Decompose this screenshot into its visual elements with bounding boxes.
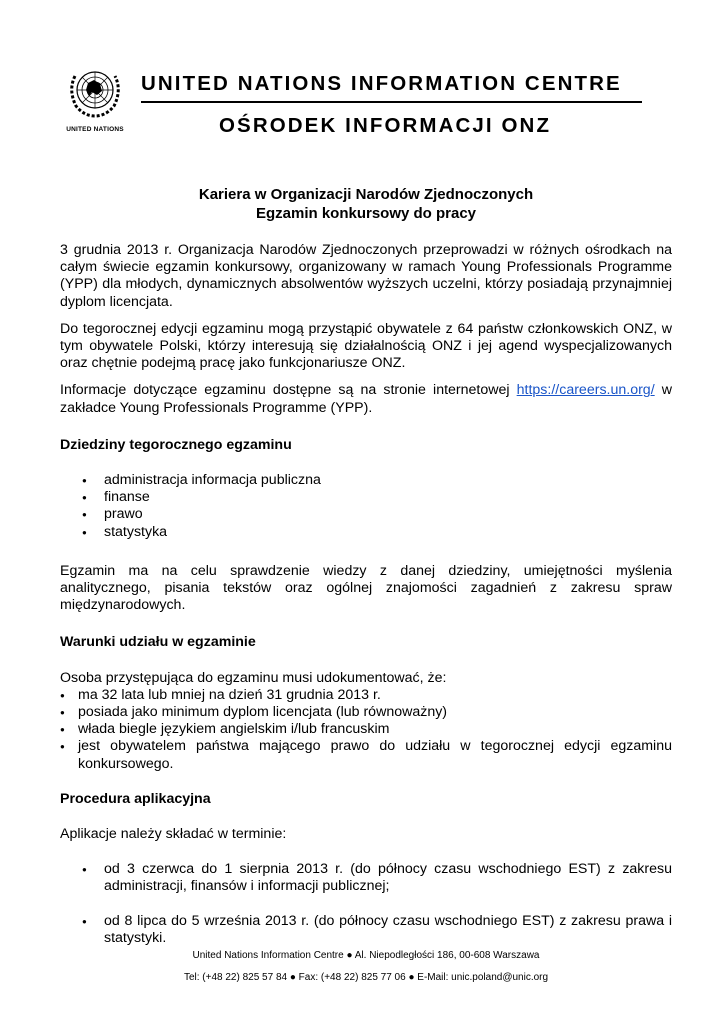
list-item: ● prawo <box>60 506 672 523</box>
paragraph-exam-goal: Egzamin ma na celu sprawdzenie wiedzy z danej dziedziny, umiejętności myślenia analitycznego, pisania tekstów oraz ogólnej znajomości zagadnień z zakresu spraw międzynarodowych. <box>60 562 672 614</box>
paragraph-info-text-end: w zakładce Young Professionals Programme (YPP). <box>60 382 672 416</box>
list-item: ● posiada jako minimum dyplom licencjata (lub równoważny) <box>60 704 672 721</box>
careers-link[interactable]: https://careers.un.org/ <box>516 382 655 399</box>
list-item: ● włada biegle językiem angielskim i/lub francuskim <box>60 721 672 738</box>
header-title-pl: OŚRODEK INFORMACJI ONZ <box>219 114 552 137</box>
list-item: ● ma 32 lata lub mniej na dzień 31 grudnia 2013 r. <box>60 687 672 704</box>
list-item: ● jest obywatelem państwa mającego prawo do udziału w tegorocznej edycji egzaminu konkursowego. <box>60 738 672 772</box>
document-title-line1: Kariera w Organizacji Narodów Zjednoczonych <box>198 186 534 203</box>
paragraph-info <box>60 382 672 416</box>
fields-list <box>60 472 672 541</box>
un-emblem-icon <box>64 66 126 120</box>
list-item: ● od 8 lipca do 5 września 2013 r. (do północy czasu wschodniego EST) z zakresu prawa i statystyki. <box>60 913 672 947</box>
list-item: ● od 3 czerwca do 1 sierpnia 2013 r. (do północy czasu wschodniego EST) z zakresu administracji, finansów i informacji publicznej; <box>60 861 672 895</box>
logo-label: UNITED NATIONS <box>66 126 124 133</box>
paragraph-intro: 3 grudnia 2013 r. Organizacja Narodów Zjednoczonych przeprowadzi w różnych ośrodkach na całym świecie egzamin konkursowy, organizowany w ramach Young Professionals Programme (YPP) dla młodych, dynamicznych absolwentów wyższych uczelni, którzy posiadają przynajmniej dyplom licencjata. <box>60 242 672 310</box>
header-divider <box>141 101 642 103</box>
header-title-en: UNITED NATIONS INFORMATION CENTRE <box>141 72 622 95</box>
list-item: ● statystyka <box>60 524 672 541</box>
footer-address: United Nations Information Centre ● Al. Niepodległości 186, 00-608 Warszawa <box>192 950 540 961</box>
section-heading-requirements: Warunki udziału w egzaminie <box>60 634 256 651</box>
requirements-intro: Osoba przystępująca do egzaminu musi udokumentować, że: <box>60 669 447 686</box>
section-heading-procedure: Procedura aplikacyjna <box>60 790 211 807</box>
paragraph-info-text: Informacje dotyczące egzaminu dostępne są na stronie internetowej <box>60 382 517 399</box>
requirements-list <box>60 687 672 773</box>
paragraph-eligibility: Do tegorocznej edycji egzaminu mogą przystąpić obywatele z 64 państw członkowskich ONZ, w tym obywatele Polski, którzy interesują się działalnością ONZ i jej agend wyspecjalizowanych oraz chętnie podejmą pracę jako funkcjonariusze ONZ. <box>60 320 672 372</box>
document-title-line2: Egzamin konkursowy do pracy <box>255 205 477 222</box>
un-logo <box>60 66 130 133</box>
footer-contact: Tel: (+48 22) 825 57 84 ● Fax: (+48 22) 825 77 06 ● E-Mail: unic.poland@unic.org <box>183 972 549 983</box>
document-title <box>60 185 672 223</box>
section-heading-fields: Dziedziny tegorocznego egzaminu <box>60 436 292 453</box>
procedure-intro: Aplikacje należy składać w terminie: <box>60 826 287 843</box>
document-body <box>60 242 672 947</box>
list-item: ● administracja informacja publiczna <box>60 472 672 489</box>
procedure-list <box>60 861 672 947</box>
list-item: ● finanse <box>60 489 672 506</box>
